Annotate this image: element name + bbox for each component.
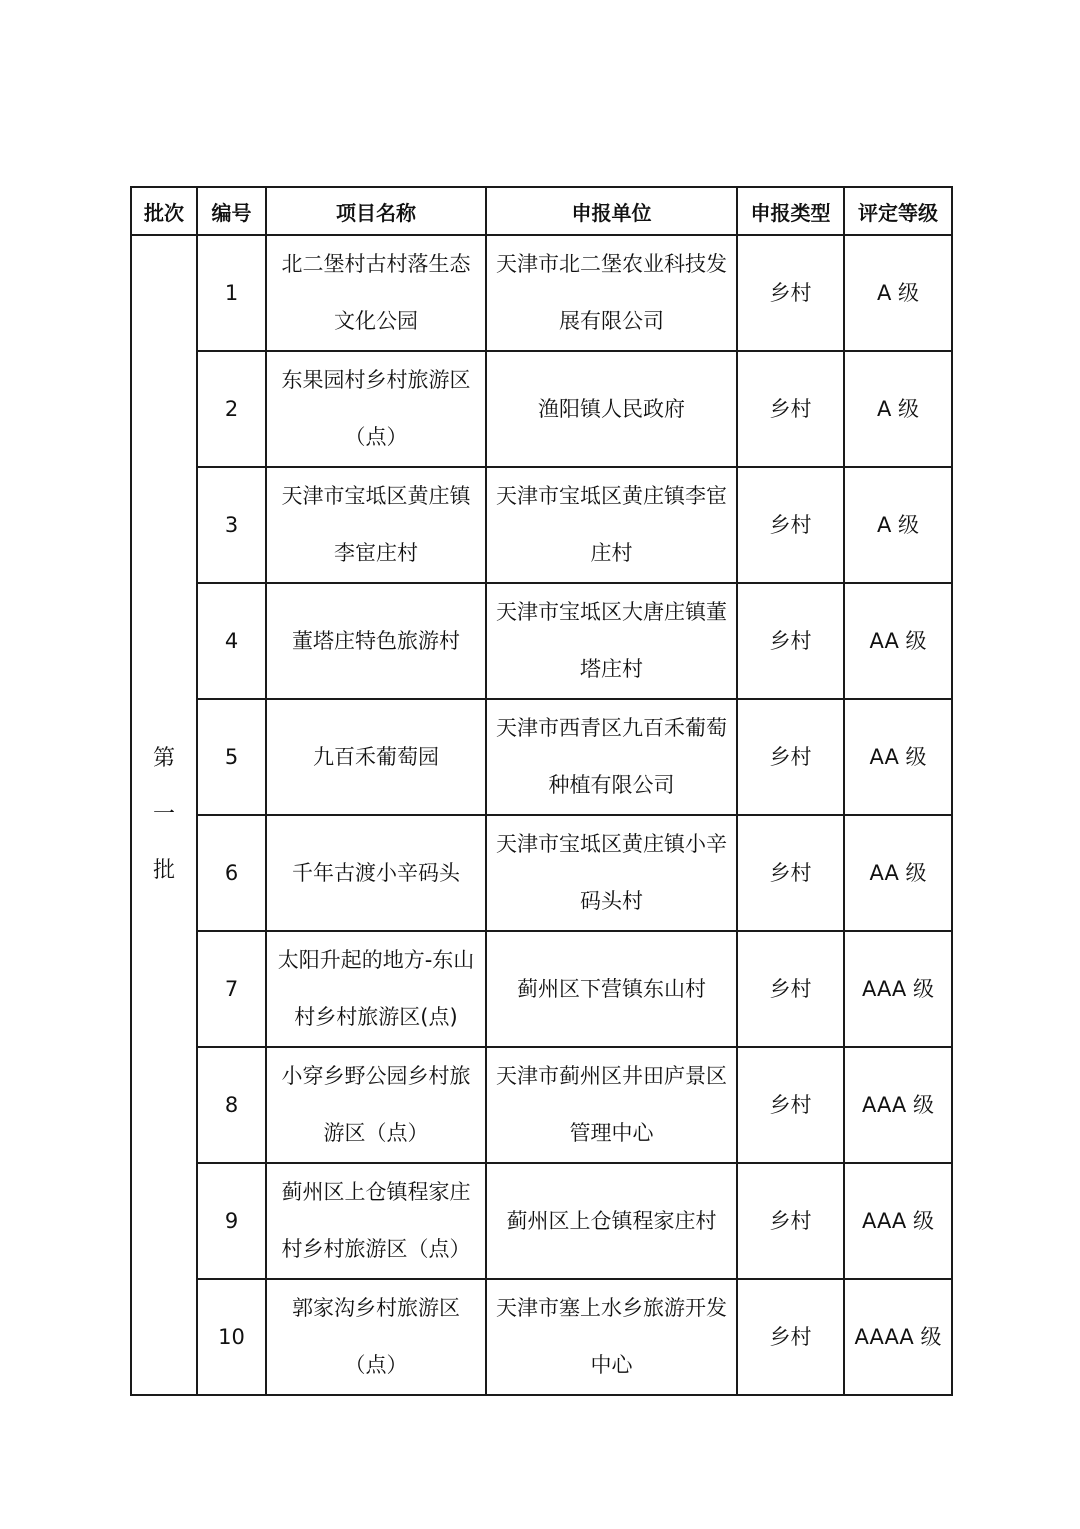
row-number: 2 [197, 351, 266, 467]
grade: A 级 [844, 351, 952, 467]
project-name [266, 467, 486, 583]
application-type: 乡村 [737, 815, 844, 931]
table-row [131, 583, 952, 699]
row-number: 9 [197, 1163, 266, 1279]
project-name-text: 千年古渡小辛码头 [292, 860, 460, 885]
application-type: 乡村 [737, 583, 844, 699]
row-number: 1 [197, 235, 266, 351]
table-header-row [131, 187, 952, 235]
grade: AA 级 [844, 815, 952, 931]
project-name [266, 815, 486, 931]
project-name-text: 九百禾葡萄园 [313, 744, 439, 769]
table-row [131, 351, 952, 467]
applicant-unit [486, 467, 737, 583]
application-type: 乡村 [737, 467, 844, 583]
row-number: 8 [197, 1047, 266, 1163]
header-batch: 批次 [131, 187, 197, 235]
application-type: 乡村 [737, 235, 844, 351]
applicant-unit-text: 天津市宝坻区大唐庄镇董塔庄村 [496, 600, 727, 681]
row-number: 5 [197, 699, 266, 815]
project-name-text: 董塔庄特色旅游村 [292, 628, 460, 653]
applicant-unit [486, 351, 737, 467]
applicant-unit [486, 815, 737, 931]
grade: AAA 级 [844, 931, 952, 1047]
application-type: 乡村 [737, 1163, 844, 1279]
table-row [131, 1163, 952, 1279]
project-name [266, 931, 486, 1047]
table-row [131, 1279, 952, 1395]
applicant-unit-text: 天津市北二堡农业科技发展有限公司 [496, 252, 727, 333]
table-row [131, 931, 952, 1047]
project-name-text: 蓟州区上仓镇程家庄村乡村旅游区（点） [281, 1180, 471, 1261]
row-number: 3 [197, 467, 266, 583]
row-number: 4 [197, 583, 266, 699]
project-name [266, 1163, 486, 1279]
grade: A 级 [844, 467, 952, 583]
applicant-unit-text: 渔阳镇人民政府 [538, 396, 685, 421]
project-name-text: 天津市宝坻区黄庄镇李宦庄村 [281, 484, 471, 565]
grade: AAA 级 [844, 1047, 952, 1163]
header-application-type: 申报类型 [737, 187, 844, 235]
grade: AAA 级 [844, 1163, 952, 1279]
header-number: 编号 [197, 187, 266, 235]
application-type: 乡村 [737, 351, 844, 467]
project-name-text: 东果园村乡村旅游区（点） [281, 368, 471, 449]
batch-cell [131, 235, 197, 1395]
grade: AA 级 [844, 699, 952, 815]
applicant-unit-text: 天津市宝坻区黄庄镇小辛码头村 [496, 832, 727, 913]
grade: AA 级 [844, 583, 952, 699]
applicant-unit [486, 1279, 737, 1395]
applicant-unit [486, 1047, 737, 1163]
project-name-text: 小穿乡野公园乡村旅游区（点） [281, 1064, 471, 1145]
table-row [131, 467, 952, 583]
applicant-unit-text: 蓟州区上仓镇程家庄村 [506, 1208, 717, 1233]
application-type: 乡村 [737, 699, 844, 815]
row-number: 7 [197, 931, 266, 1047]
project-name [266, 1047, 486, 1163]
batch-char: 第 [152, 746, 175, 771]
project-name [266, 235, 486, 351]
project-name [266, 699, 486, 815]
header-applicant-unit: 申报单位 [486, 187, 737, 235]
project-name-text: 北二堡村古村落生态文化公园 [281, 252, 471, 333]
batch-char: 批 [152, 858, 175, 883]
applicant-unit-text: 天津市蓟州区井田庐景区管理中心 [496, 1064, 727, 1145]
applicant-unit-text: 天津市西青区九百禾葡萄种植有限公司 [496, 716, 727, 797]
grade: AAAA 级 [844, 1279, 952, 1395]
applicant-unit-text: 蓟州区下营镇东山村 [517, 976, 706, 1001]
table-row [131, 815, 952, 931]
table-row [131, 235, 952, 351]
applicant-unit [486, 235, 737, 351]
batch-char: 一 [152, 802, 175, 827]
application-type: 乡村 [737, 1047, 844, 1163]
applicant-unit-text: 天津市宝坻区黄庄镇李宦庄村 [496, 484, 727, 565]
applicant-unit [486, 583, 737, 699]
project-name-text: 太阳升起的地方-东山村乡村旅游区(点) [277, 948, 475, 1029]
applicant-unit-text: 天津市塞上水乡旅游开发中心 [496, 1296, 727, 1377]
grade: A 级 [844, 235, 952, 351]
application-type: 乡村 [737, 931, 844, 1047]
table-row [131, 1047, 952, 1163]
applicant-unit [486, 1163, 737, 1279]
row-number: 10 [197, 1279, 266, 1395]
applicant-unit [486, 931, 737, 1047]
rural-tourism-grade-table [130, 186, 953, 1396]
applicant-unit [486, 699, 737, 815]
project-name [266, 1279, 486, 1395]
application-type: 乡村 [737, 1279, 844, 1395]
header-grade: 评定等级 [844, 187, 952, 235]
project-name [266, 583, 486, 699]
header-project-name: 项目名称 [266, 187, 486, 235]
project-name [266, 351, 486, 467]
project-name-text: 郭家沟乡村旅游区（点） [292, 1296, 460, 1377]
row-number: 6 [197, 815, 266, 931]
table-row [131, 699, 952, 815]
